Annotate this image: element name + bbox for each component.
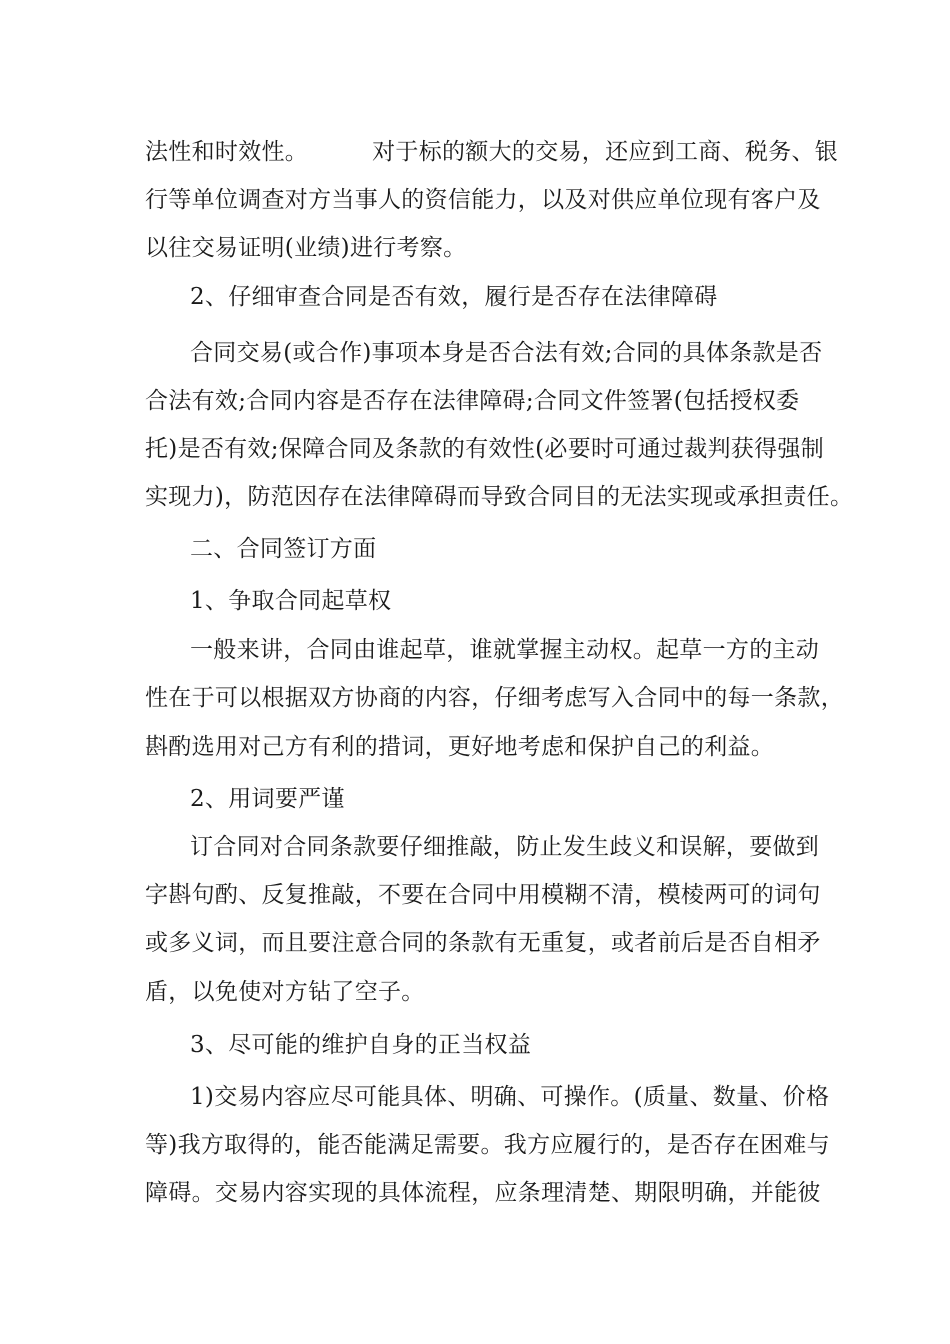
text-line xyxy=(0,132,950,172)
text-fragment: 法性和时效性。 xyxy=(145,139,309,165)
text-line: 合同交易(或合作)事项本身是否合法有效;合同的具体条款是否 xyxy=(190,340,823,366)
text-line: 字斟句酌、反复推敲，不要在合同中用模糊不清，模棱两可的词句 xyxy=(145,882,821,908)
text-line: 行等单位调查对方当事人的资信能力，以及对供应单位现有客户及 xyxy=(145,187,821,213)
text-line: 实现力)，防范因存在法律障碍而导致合同目的无法实现或承担责任。 xyxy=(145,484,854,510)
text-line: 性在于可以根据双方协商的内容，仔细考虑写入合同中的每一条款， xyxy=(145,685,844,711)
section-heading: 3、尽可能的维护自身的正当权益 xyxy=(190,1032,532,1058)
text-line: 盾，以免使对方钻了空子。 xyxy=(145,979,425,1005)
text-line: 等)我方取得的，能否能满足需要。我方应履行的，是否存在困难与 xyxy=(145,1132,830,1158)
text-line: 一般来讲，合同由谁起草，谁就掌握主动权。起草一方的主动 xyxy=(190,637,820,663)
text-line: 以往交易证明(业绩)进行考察。 xyxy=(145,235,467,261)
text-line: 或多义词，而且要注意合同的条款有无重复，或者前后是否自相矛 xyxy=(145,930,821,956)
section-heading: 2、仔细审查合同是否有效，履行是否存在法律障碍 xyxy=(190,284,718,310)
section-heading: 2、用词要严谨 xyxy=(190,786,345,812)
text-line: 订合同对合同条款要仔细推敲，防止发生歧义和误解，要做到 xyxy=(190,834,820,860)
text-line: 1)交易内容应尽可能具体、明确、可操作。(质量、数量、价格 xyxy=(190,1084,830,1110)
text-line: 托)是否有效;保障合同及条款的有效性(必要时可通过裁判获得强制 xyxy=(145,436,824,462)
section-heading: 1、争取合同起草权 xyxy=(190,588,392,614)
text-line: 障碍。交易内容实现的具体流程，应条理清楚、期限明确，并能彼 xyxy=(145,1180,821,1206)
text-line: 斟酌选用对己方有利的措词，更好地考虑和保护自己的利益。 xyxy=(145,734,775,760)
text-line: 合法有效;合同内容是否存在法律障碍;合同文件签署(包括授权委 xyxy=(145,388,800,414)
text-fragment: 对于标的额大的交易，还应到工商、税务、银 xyxy=(372,139,839,165)
section-heading: 二、合同签订方面 xyxy=(190,536,377,562)
